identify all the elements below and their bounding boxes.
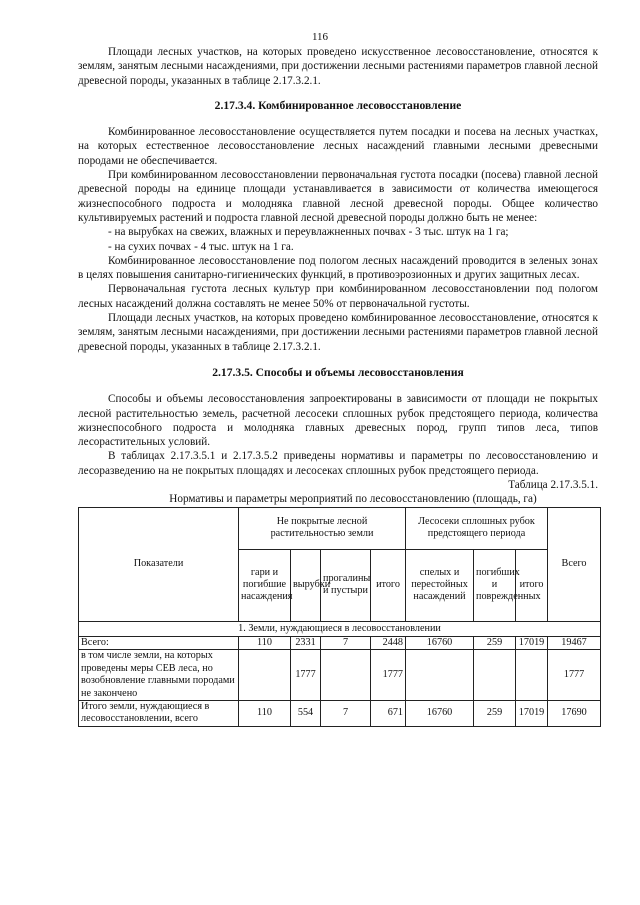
list-item: - на вырубках на свежих, влажных и переувлажненных почвах - 3 тыс. штук на 1 га; bbox=[108, 226, 509, 239]
cell bbox=[239, 650, 291, 701]
row-label: Всего: bbox=[79, 637, 239, 650]
cell bbox=[474, 650, 516, 701]
table-row bbox=[79, 701, 601, 727]
paragraph: Площади лесных участков, на которых проведено комбинированное лесовосстановление, относятся к землям, занятым лесными насаждениями, при достижении лесными растениями параметров главной лесной древесной породы, указанных в таблице 2.17.3.2.1. bbox=[78, 312, 598, 353]
header-subtotal-1: итого bbox=[371, 549, 406, 621]
reforestation-table bbox=[78, 507, 601, 727]
header-cuttings: вырубки bbox=[291, 549, 321, 621]
cell: 17019 bbox=[516, 637, 548, 650]
cell: 1777 bbox=[548, 650, 601, 701]
cell: 259 bbox=[474, 637, 516, 650]
cell: 671 bbox=[371, 701, 406, 727]
header-indicators: Показатели bbox=[79, 507, 239, 621]
paragraph: В таблицах 2.17.3.5.1 и 2.17.3.5.2 приведены нормативы и параметры по лесовосстановлению и лесоразведению на не покрытых площадях и лесосеках сплошных рубок предстоящего периода. bbox=[78, 450, 598, 477]
paragraph: Первоначальная густота лесных культур при комбинированном лесовосстановлении под пологом лесных насаждений должна составлять не менее 50% от первоначальной густоты. bbox=[78, 283, 598, 310]
paragraph: Комбинированное лесовосстановление под пологом лесных насаждений проводится в зеленых зонах в целях повышения санитарно-гигиенических функций, в противоэрозионных и других защитных лесах. bbox=[78, 254, 598, 282]
cell: 7 bbox=[321, 701, 371, 727]
row-label: Итого земли, нуждающиеся в лесовосстановлении, всего bbox=[79, 701, 239, 727]
cell: 2448 bbox=[371, 637, 406, 650]
header-group-uncovered: Не покрытые лесной растительностью земли bbox=[239, 507, 406, 549]
cell: 16760 bbox=[406, 637, 474, 650]
paragraph: Способы и объемы лесовосстановления запроектированы в зависимости от площади не покрытых лесной растительностью земель, расчетной лесосеки сплошных рубок предстоящего периода, количества жизнеспособного подроста и молодняка главных древесных пород, групп типов леса, типов лесорастительных условий. bbox=[78, 393, 598, 449]
cell bbox=[516, 650, 548, 701]
table-title: Нормативы и параметры мероприятий по лесовосстановлению (площадь, га) bbox=[169, 493, 537, 506]
cell: 17690 bbox=[548, 701, 601, 727]
cell: 110 bbox=[239, 701, 291, 727]
header-damaged: погибших и поврежденных bbox=[474, 549, 516, 621]
cell bbox=[321, 650, 371, 701]
header-glades: прогалины и пустыри bbox=[321, 549, 371, 621]
table-caption: Таблица 2.17.3.5.1. bbox=[508, 479, 598, 492]
cell: 1777 bbox=[371, 650, 406, 701]
cell: 7 bbox=[321, 637, 371, 650]
section-heading: 2.17.3.5. Способы и объемы лесовосстановления bbox=[212, 365, 464, 379]
page-number: 116 bbox=[311, 31, 329, 43]
header-subtotal-2: итого bbox=[516, 549, 548, 621]
cell: 19467 bbox=[548, 637, 601, 650]
cell: 259 bbox=[474, 701, 516, 727]
header-mature: спелых и перестойных насаждений bbox=[406, 549, 474, 621]
paragraph: Площади лесных участков, на которых проведено искусственное лесовосстановление, относятся к землям, занятым лесными насаждениями, при достижении лесными растениями параметров главной лесной древесной породы, указанных в таблице 2.17.3.2.1. bbox=[78, 46, 598, 87]
cell: 554 bbox=[291, 701, 321, 727]
document-body bbox=[78, 45, 598, 727]
cell: 110 bbox=[239, 637, 291, 650]
row-label: в том числе земли, на которых проведены меры СЕВ леса, но возобновление главными породами не закончено bbox=[79, 650, 239, 701]
cell bbox=[406, 650, 474, 701]
table-row bbox=[79, 637, 601, 650]
table-section-row: 1. Земли, нуждающиеся в лесовосстановлении bbox=[79, 621, 601, 636]
paragraph: При комбинированном лесовосстановлении первоначальная густота посадки (посева) главной лесной древесной породы на единице площади устанавливается в зависимости от количества имеющегося жизнеспособного подроста и молодняка главной лесной древесной породы. Общее количество культивируемых растений и подроста главной лесной древесной породы должно быть не менее: bbox=[78, 169, 598, 224]
header-group-clearcuts: Лесосеки сплошных рубок предстоящего периода bbox=[406, 507, 548, 549]
cell: 1777 bbox=[291, 650, 321, 701]
table-row bbox=[79, 650, 601, 701]
cell: 16760 bbox=[406, 701, 474, 727]
header-burns: гари и погибшие насаждения bbox=[239, 549, 291, 621]
list-item: - на сухих почвах - 4 тыс. штук на 1 га. bbox=[108, 240, 294, 253]
cell: 2331 bbox=[291, 637, 321, 650]
paragraph: Комбинированное лесовосстановление осуществляется путем посадки и посева на лесных участках, на которых естественное лесовосстановление лесных насаждений главными лесными древесными породами не обеспечивается. bbox=[78, 126, 598, 167]
header-total: Всего bbox=[548, 507, 601, 621]
cell: 17019 bbox=[516, 701, 548, 727]
section-heading: 2.17.3.4. Комбинированное лесовосстановление bbox=[214, 98, 462, 112]
